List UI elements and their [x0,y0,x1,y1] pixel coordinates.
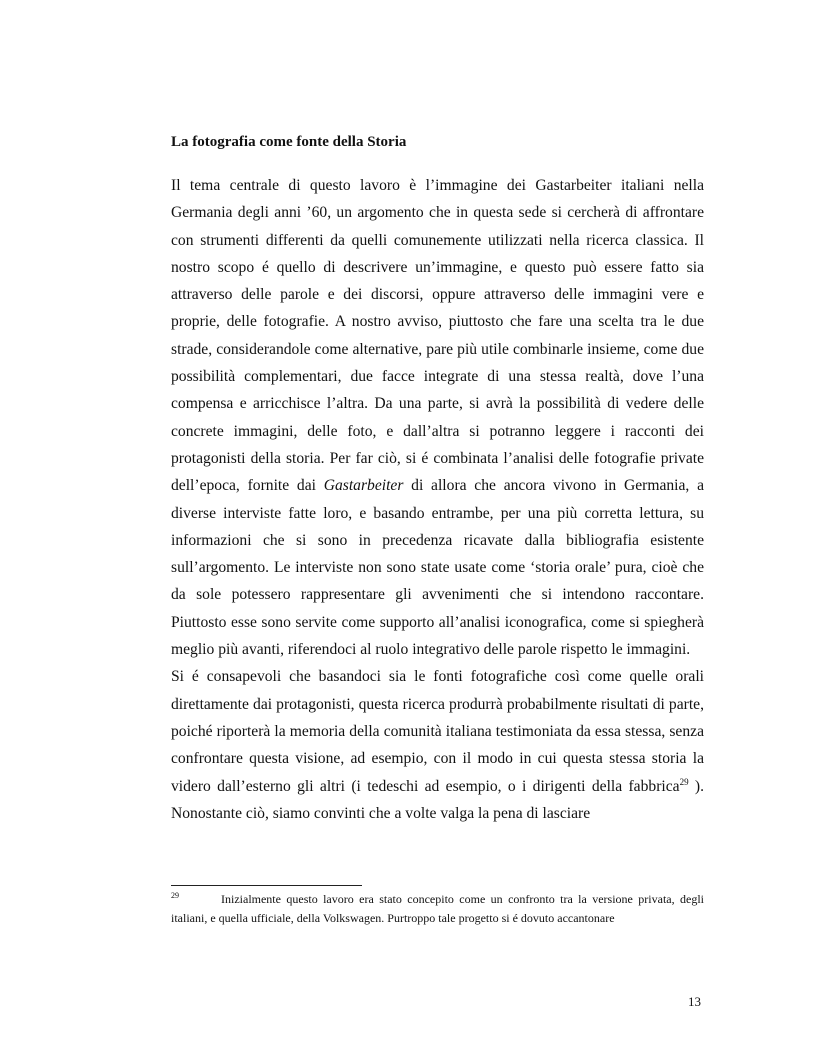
footnote-text: Inizialmente questo lavoro era stato concepito come un confronto tra la versione privata, degli italiani, e quella ufficiale, della Volkswagen. Purtroppo tale progetto si é dovuto accantonare [171,892,704,925]
page-number: 13 [688,994,701,1009]
section-heading: La fotografia come fonte della Storia [171,134,407,150]
paragraph-1-text-end: di allora che ancora vivono in Germania, a diverse interviste fatte loro, e basando entrambe, per una più corretta lettura, su informazioni che si sono in precedenza ricavate dalla bibliografia esistente sull’argomento. Le interviste non sono state usate come ‘storia orale’ pura, cioè che da sole potessero rappresentare gli avvenimenti che si intendono raccontare. Piuttosto esse sono servite come supporto all’analisi iconografica, come si spiegherà meglio più avanti, riferendoci al ruolo integrativo delle parole rispetto le immagini. [171,477,704,659]
paragraph-1 [171,172,704,663]
paragraph-2-text-start: Si é consapevoli che basandoci sia le fonti fotografiche così come quelle orali direttamente dai protagonisti, questa ricerca produrrà probabilmente risultati di parte, poiché riporterà la memoria della comunità italiana testimoniata da essa stessa, senza confrontare questa visione, ad esempio, con il modo in cui questa stessa storia la videro dall’esterno gli altri (i tedeschi ad esempio, o i dirigenti della fabbrica [171,668,704,795]
footnote-divider [171,885,362,886]
paragraph-1-italic-term: Gastarbeiter [323,477,404,495]
body-text [171,172,704,827]
paragraph-2 [171,663,704,827]
footnote: 29 Inizialmente questo lavoro era stato concepito come un confronto tra la versione privata, degli italiani, e quella ufficiale, della Volkswagen. Purtroppo tale progetto si é dovuto accantonare [171,891,704,925]
footnote-reference[interactable]: 29 [679,776,689,787]
paragraph-1-text-start: Il tema centrale di questo lavoro è l’immagine dei Gastarbeiter italiani nella Germania degli anni ’60, un argomento che in questa sede si cercherà di affrontare con strumenti differenti da quelli comunemente utilizzati nella ricerca classica. Il nostro scopo é quello di descrivere un’immagine, e questo può essere fatto sia attraverso delle parole e dei discorsi, oppure attraverso delle immagini vere e proprie, delle fotografie. A nostro avviso, piuttosto che fare una scelta tra le due strade, considerandole come alternative, pare più utile combinarle insieme, come due possibilità complementari, due facce integrate di una stessa realtà, dove l’una compensa e arricchisce l’altra. Da una parte, si avrà la possibilità di vedere delle concrete immagini, delle foto, e dall’altra si potranno leggere i racconti dei protagonisti della storia. Per far ciò, si é combinata l’analisi delle fotografie private dell’epoca, fornite dai [171,177,704,495]
paragraph-2-text-end: ). Nonostante ciò, siamo convinti che a volte valga la pena di lasciare [171,777,704,822]
